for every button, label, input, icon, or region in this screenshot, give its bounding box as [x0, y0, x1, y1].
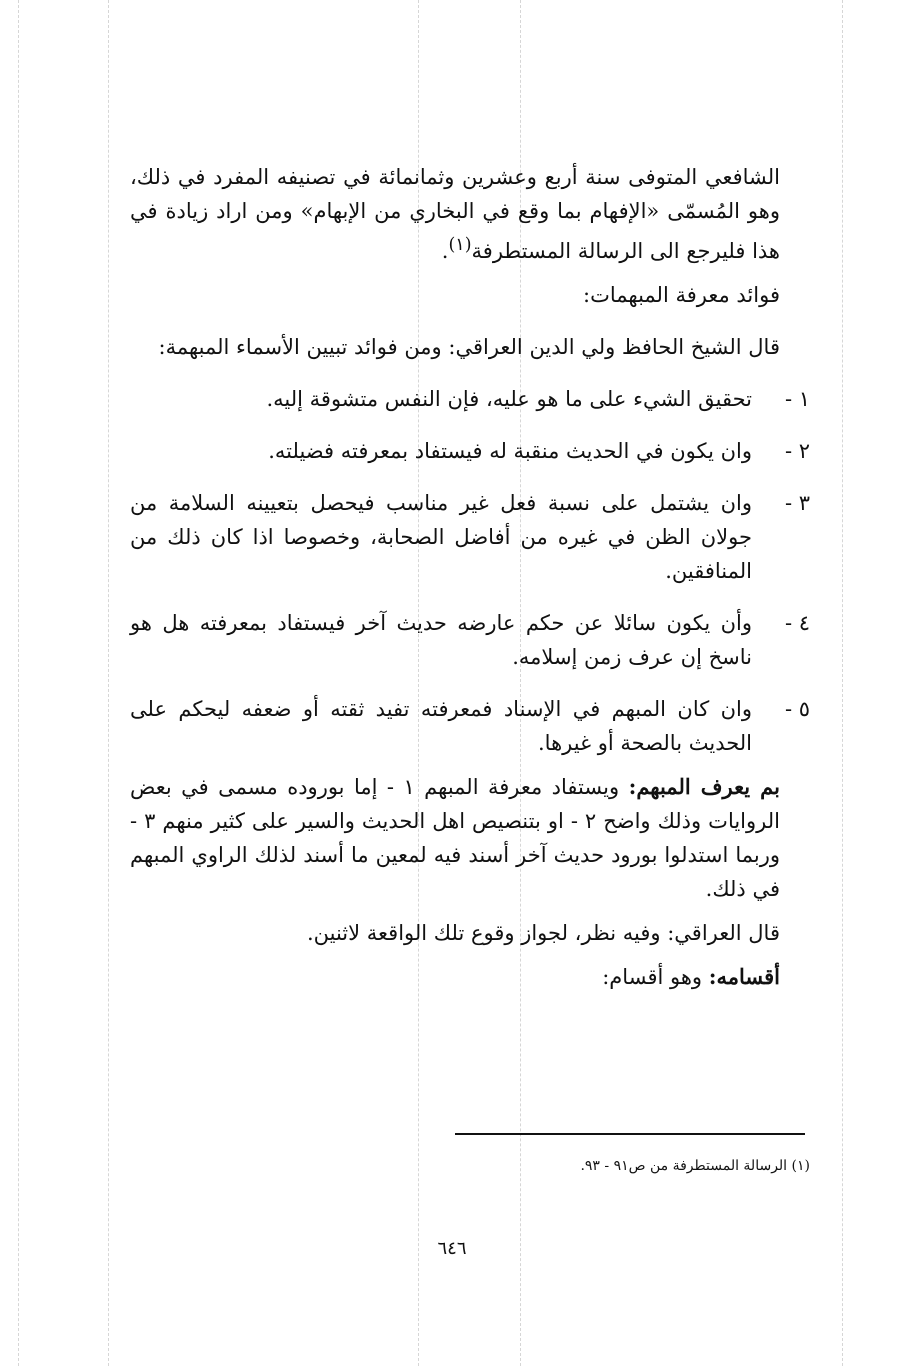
item-number: ٢ - — [784, 439, 810, 463]
item-number: ٣ - — [784, 491, 810, 515]
main-text — [130, 160, 810, 994]
footnote: (١) الرسالة المستطرفة من ص٩١ - ٩٣. — [580, 1158, 810, 1174]
list-item — [130, 486, 810, 588]
scan-guide-line — [18, 0, 19, 1366]
paragraph-intro: الشافعي المتوفى سنة أربع وعشرين وثمانمائة في تصنيفه المفرد في ذلك، وهو المُسمّى «الإفهام بما وقع في البخاري من الإبهام» ومن اراد زيادة في هذا فليرجع الى الرسالة المستطرفة$^{(١)}$. — [130, 165, 780, 263]
item-number: ١ - — [784, 387, 810, 411]
list-item — [130, 692, 810, 760]
scan-guide-line — [108, 0, 109, 1366]
footnote-divider — [455, 1133, 805, 1135]
heading-identification: بم يعرف المبهم: — [628, 774, 780, 799]
item-text: وأن يكون سائلا عن حكم عارضه حديث آخر فيستفاد بمعرفته هل هو ناسخ إن عرف زمن إسلامه. — [130, 611, 752, 669]
paragraph-divisions: أقسامه: وهو أقسام: — [602, 964, 780, 989]
paragraph-iraqi-quote: قال الشيخ الحافظ ولي الدين العراقي: ومن فوائد تبيين الأسماء المبهمة: — [158, 335, 780, 359]
item-text: وان يشتمل على نسبة فعل غير مناسب فيحصل بتعيينه السلامة من جولان الظن في غيره من أفاضل الصحابة، وخصوصا اذا كان ذلك من المنافقين. — [130, 491, 752, 583]
item-number: ٥ - — [784, 697, 810, 721]
list-item — [130, 606, 810, 674]
scan-guide-line — [842, 0, 843, 1366]
list-item — [130, 382, 810, 416]
page-number: ٦٤٦ — [437, 1238, 467, 1259]
item-text: تحقيق الشيء على ما هو عليه، فإن النفس متشوقة إليه. — [266, 387, 752, 411]
heading-divisions: أقسامه: — [708, 964, 780, 989]
heading-benefits: فوائد معرفة المبهمات: — [583, 283, 780, 307]
item-number: ٤ - — [784, 611, 810, 635]
list-item — [130, 434, 810, 468]
paragraph-iraqi-objection: قال العراقي: وفيه نظر، لجواز وقوع تلك الواقعة لاثنين. — [306, 921, 780, 945]
footnote-marker: (١) — [448, 235, 472, 255]
item-text: وان يكون في الحديث منقبة له فيستفاد بمعرفته فضيلته. — [268, 439, 752, 463]
paragraph-identification: بم يعرف المبهم: ويستفاد معرفة المبهم ١ - إما بوروده مسمى في بعض الروايات وذلك واضح ٢ - او بتنصيص اهل الحديث والسير على كثير منهم ٣ - وربما استدلوا بورود حديث آخر أسند فيه لمعين ما أسند لذلك الراوي المبهم في ذلك. — [130, 774, 780, 901]
item-text: وان كان المبهم في الإسناد فمعرفته تفيد ثقته أو ضعفه ليحكم على الحديث بالصحة أو غيرها. — [130, 697, 752, 755]
